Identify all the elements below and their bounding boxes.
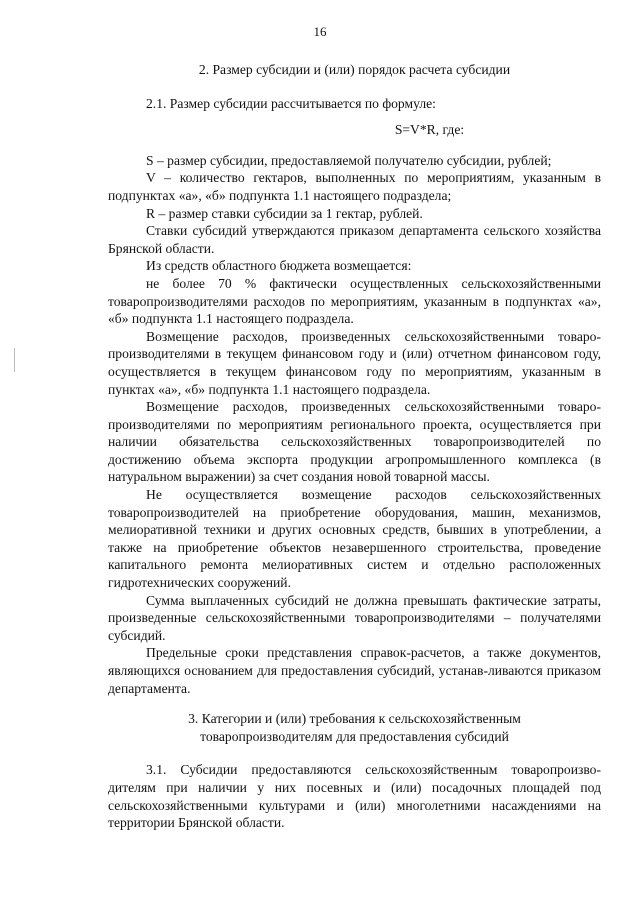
formula: S=V*R, где:: [394, 122, 465, 138]
paragraph-s-definition: S – размер субсидии, предоставляемой получателю субсидии, рублей;: [146, 152, 552, 168]
paragraph-deadlines: Предельные сроки представления справок-расчетов, а также документов, являющихся основанием для предоставления субсидий, устанав-ливаются приказом департамента.: [108, 645, 601, 696]
paragraph-3-1: 3.1. Субсидии предоставляются сельскохозяйственным товаропроизво-дителям при наличии у них посевных и (или) посадочных площадей под сельскохозяйственными культурами и (или) многолетними насаждениями на территории Брянской области.: [108, 762, 601, 831]
section-2-heading: 2. Размер субсидии и (или) порядок расчета субсидии: [198, 62, 511, 77]
paragraph-v-definition: V – количество гектаров, выполненных по мероприятиям, указанным в подпунктах «а», «б» подпункта 1.1 настоящего подраздела;: [108, 170, 601, 203]
paragraph-rates: Ставки субсидий утверждаются приказом департамента сельского хозяйства Брянской области.: [108, 223, 601, 256]
paragraph-not-reimbursed: Не осуществляется возмещение расходов сельскохозяйственных товаропроизводителей на приобретение оборудования, машин, механизмов, мелиоративной техники и других основных средств, бывших в употреблении, а также на приобретение объектов незавершенного строительства, проведение капитального ремонта мелиоративных систем и отдельно расположенных гидротехнических сооружений.: [108, 487, 601, 591]
section-3-heading-line-1: 3. Категории и (или) требования к сельскохозяйственным: [188, 711, 521, 727]
scan-margin-mark: [14, 348, 15, 372]
paragraph-budget: Из средств областного бюджета возмещается:: [146, 258, 412, 274]
paragraph-2-1: 2.1. Размер субсидии рассчитывается по формуле:: [146, 95, 436, 111]
paragraph-reimbursement-current: Возмещение расходов, произведенных сельскохозяйственными товаро-производителями в текущем финансовом году и (или) отчетном финансовом году, осуществляется в текущем финансовом году по мероприятиям, указанным в пунктах «а», «б» подпункта 1.1 настоящего подраздела.: [108, 328, 601, 397]
document-body: [108, 61, 601, 832]
paragraph-subsidy-sum: Сумма выплаченных субсидий не должна превышать фактические затраты, произведенные сельскохозяйственными товаропроизводителями – получателями субсидий.: [108, 592, 601, 643]
paragraph-r-definition: R – размер ставки субсидии за 1 гектар, рублей.: [146, 205, 423, 221]
page-number: 16: [313, 24, 327, 39]
paragraph-reimbursement-regional: Возмещение расходов, произведенных сельскохозяйственными товаро-производителями по мероприятиям регионального проекта, осуществляется при наличии обязательства сельскохозяйственных товаропроизводителей по достижению объема экспорта продукции агропромышленного комплекса (в натуральном выражении) за счет создания новой товарной массы.: [108, 399, 601, 485]
section-3-heading-line-2: товаропроизводителям для предоставления субсидий: [200, 728, 509, 744]
paragraph-70-percent: не более 70 % фактически осуществленных сельскохозяйственными товаропроизводителями расходов по мероприятиям, указанным в подпунктах «а», «б» подпункта 1.1 настоящего подраздела.: [108, 275, 601, 327]
